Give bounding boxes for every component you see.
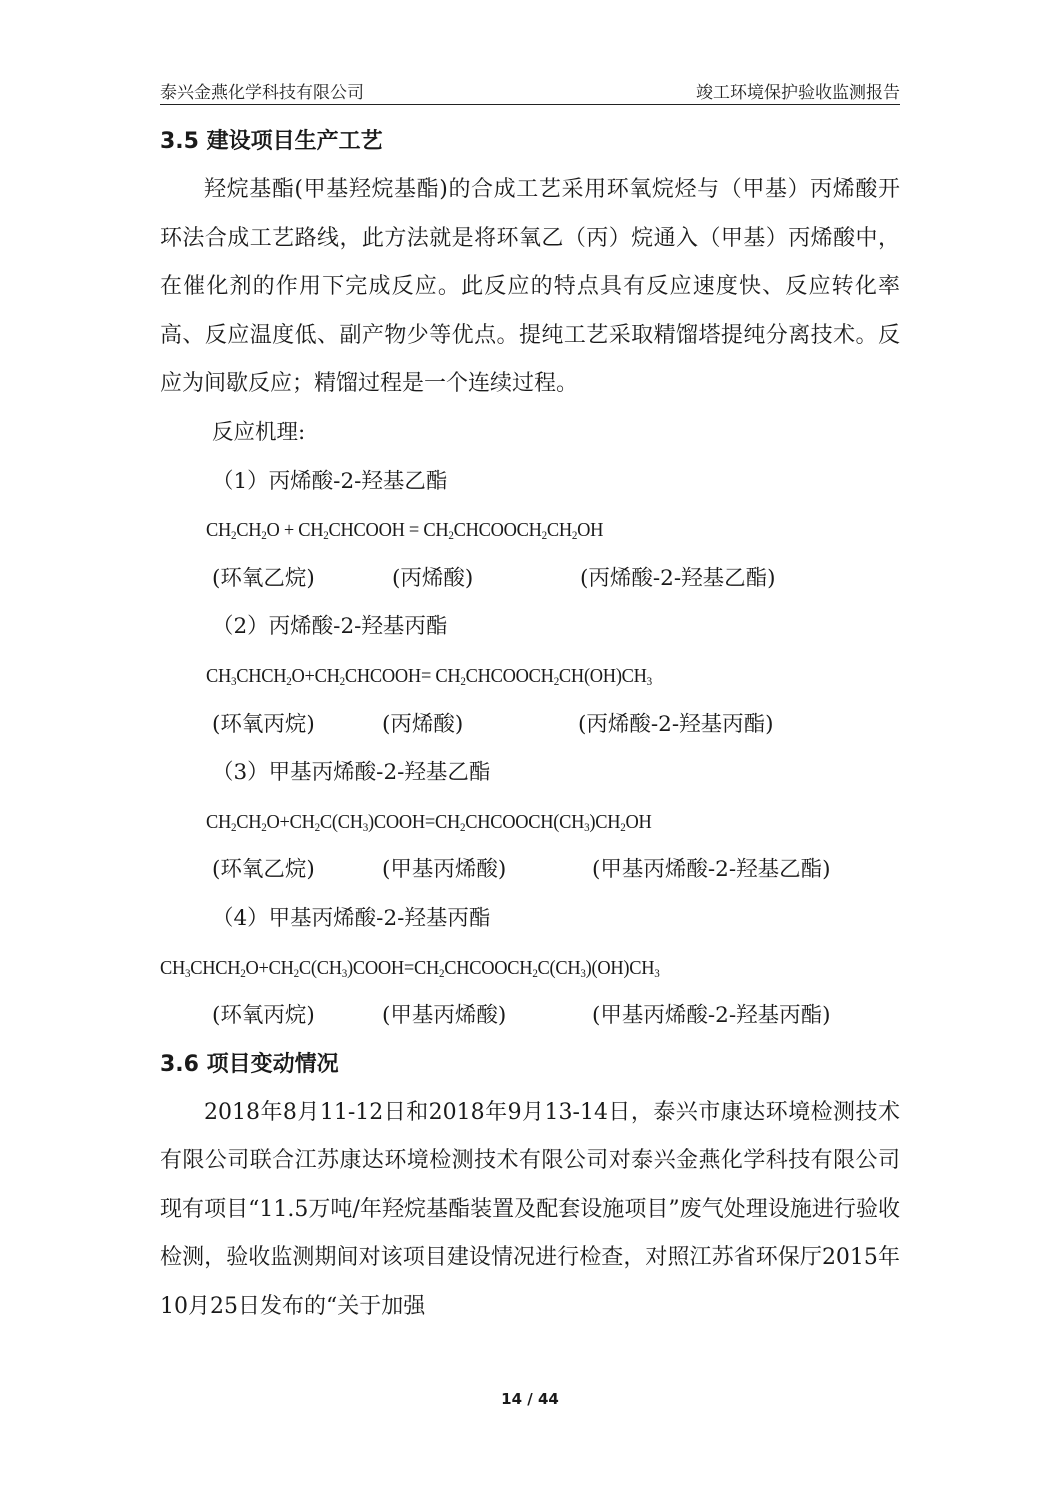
reactant-1-name: (环氧丙烷) bbox=[212, 711, 315, 737]
process-paragraph: 羟烷基酯(甲基羟烷基酯)的合成工艺采用环氧烷烃与（甲基）丙烯酸开环法合成工艺路线，此方法就是将环氧乙（丙）烷通入（甲基）丙烯酸中，在催化剂的作用下完成反应。此反应的特点具有反应速度快、反应转化率高、反应温度低、副产物少等优点。提纯工艺采取精馏塔提纯分离技术。反应为间歇反应；精馏过程是一个连续过程。 bbox=[160, 177, 900, 397]
page-header bbox=[160, 74, 900, 105]
reaction-title: （2）丙烯酸-2-羟基丙酯 bbox=[212, 614, 448, 640]
section-heading-3-5: 3.5 建设项目生产工艺 bbox=[160, 129, 383, 154]
reaction-title: （3）甲基丙烯酸-2-羟基乙酯 bbox=[212, 760, 491, 786]
mechanism-label: 反应机理: bbox=[212, 419, 306, 445]
product-name: (丙烯酸-2-羟基丙酯) bbox=[578, 711, 774, 737]
page-content bbox=[160, 118, 900, 1332]
reaction-title: （1）丙烯酸-2-羟基乙酯 bbox=[212, 468, 448, 494]
reactant-2-name: (丙烯酸) bbox=[392, 565, 474, 591]
header-report-title: 竣工环境保护验收监测报告 bbox=[696, 83, 900, 103]
reactant-2-name: (甲基丙烯酸) bbox=[382, 1003, 507, 1029]
reaction-formula: $CH_2CH_2O+CH_2C(CH_3)COOH=CH_2CHCOOCH(CH_3)CH_2OH$ bbox=[206, 810, 652, 834]
reactant-2-name: (丙烯酸) bbox=[382, 711, 464, 737]
page-number: 14 / 44 bbox=[501, 1390, 559, 1408]
product-name: (甲基丙烯酸-2-羟基丙酯) bbox=[592, 1003, 831, 1029]
product-name: (甲基丙烯酸-2-羟基乙酯) bbox=[592, 857, 831, 883]
reaction-title: （4）甲基丙烯酸-2-羟基丙酯 bbox=[212, 905, 491, 931]
reactant-2-name: (甲基丙烯酸) bbox=[382, 857, 507, 883]
reactant-1-name: (环氧乙烷) bbox=[212, 857, 315, 883]
reaction-formula: $CH_3CHCH_2O+CH_2CHCOOH=$ $CH_2CHCOOCH_2CH(OH)CH_3$ bbox=[206, 664, 652, 688]
reaction-names bbox=[160, 992, 900, 1041]
reactant-1-name: (环氧乙烷) bbox=[212, 565, 315, 591]
header-company: 泰兴金燕化学科技有限公司 bbox=[160, 83, 364, 103]
reaction-names bbox=[160, 846, 900, 895]
reaction-formula: $CH_3CHCH_2O+CH_2C(CH_3)COOH=CH_2CHCOOCH_2C(CH_3)(OH)CH_3$ bbox=[160, 956, 660, 980]
reaction-formula: $CH_2CH_2O$ + $CH_2CHCOOH$ = $CH_2CHCOOCH_2CH_2OH$ bbox=[206, 519, 604, 543]
reactant-1-name: (环氧丙烷) bbox=[212, 1003, 315, 1029]
product-name: (丙烯酸-2-羟基乙酯) bbox=[580, 565, 776, 591]
changes-paragraph: 2018年8月11-12日和2018年9月13-14日，泰兴市康达环境检测技术有限公司联合江苏康达环境检测技术有限公司对泰兴金燕化学科技有限公司现有项目“11.5万吨/年羟烷基酯装置及配套设施项目”废气处理设施进行验收检测，验收监测期间对该项目建设情况进行检查，对照江苏省环保厅2015年10月25日发布的“关于加强 bbox=[160, 1099, 900, 1320]
reaction-names bbox=[160, 701, 900, 750]
section-heading-3-6: 3.6 项目变动情况 bbox=[160, 1051, 339, 1077]
reaction-names bbox=[160, 555, 900, 604]
